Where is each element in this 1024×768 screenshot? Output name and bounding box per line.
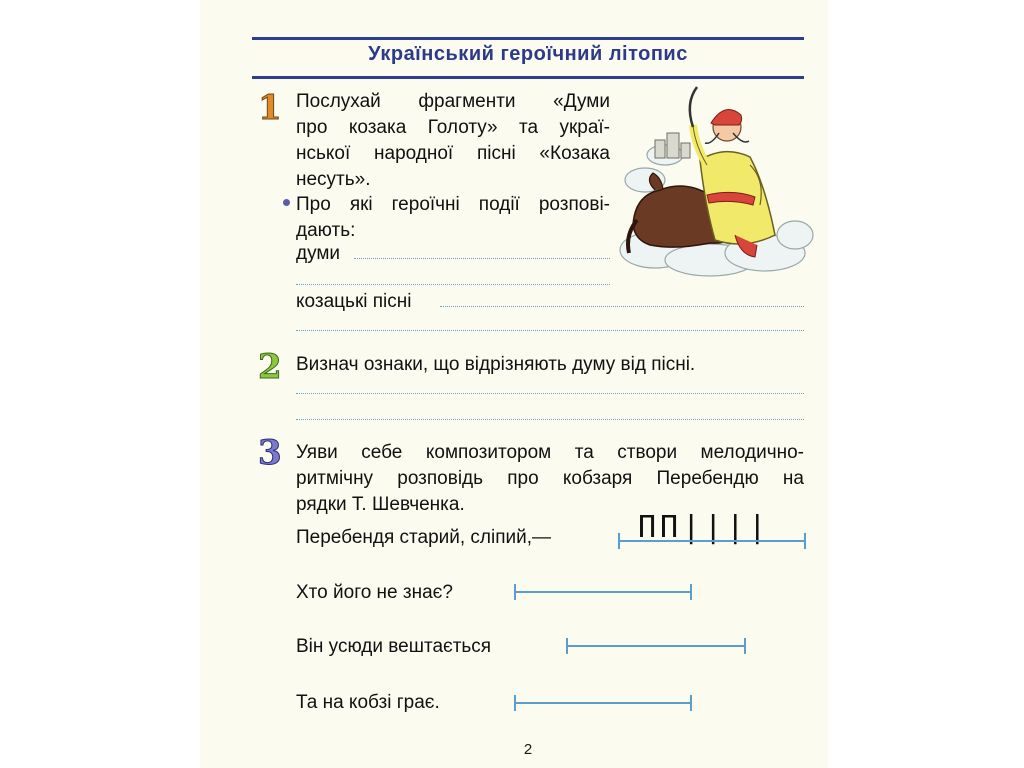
poem-line-2: Хто його не знає? (296, 582, 453, 603)
task-1-question-line-2: дають: (296, 220, 356, 241)
task-number-3: 3 (258, 433, 282, 473)
rhythm-line-1[interactable] (619, 540, 805, 542)
poem-line-1: Перебендя старий, сліпий,— (296, 527, 552, 548)
task-1-line-1: Послухай фрагменти «Думи (296, 91, 610, 112)
rhythm-example: ПП|||| (638, 510, 771, 545)
bullet-icon (283, 199, 290, 206)
rhythm-line-2[interactable] (515, 591, 691, 593)
answer-line-task-2-1[interactable] (296, 393, 804, 394)
task-3-line-2: ритмічну розповідь про кобзаря Перебендю на (296, 468, 804, 489)
answer-line-songs-1[interactable] (440, 306, 804, 307)
answer-line-songs-2[interactable] (296, 330, 804, 331)
task-1-question-line-1: Про які героїчні події розпові- (296, 194, 610, 215)
task-3-line-1: Уяви себе композитором та створи мелодично- (296, 442, 804, 463)
answer-line-dumy-1[interactable] (354, 258, 610, 259)
poem-line-4: Та на кобзі грає. (296, 692, 440, 713)
rhythm-line-3[interactable] (567, 645, 745, 647)
task-1-line-2: про козака Голоту» та украї- (296, 117, 610, 138)
task-2-text: Визнач ознаки, що відрізняють думу від пісні. (296, 354, 696, 375)
cossack-on-horse-illustration (615, 85, 815, 280)
task-3-line-3: рядки Т. Шевченка. (296, 494, 465, 515)
poem-line-3: Він усюди вештається (296, 636, 492, 657)
rhythm-line-4[interactable] (515, 702, 691, 704)
task-1-line-4: несуть». (296, 169, 371, 190)
task-1-line-3: нської народної пісні «Козака (296, 143, 610, 164)
page-number: 2 (523, 741, 533, 758)
label-dumy: думи (296, 243, 341, 264)
page-title: Український героїчний літопис (368, 43, 688, 65)
answer-line-dumy-2[interactable] (296, 284, 610, 285)
answer-line-task-2-2[interactable] (296, 419, 804, 420)
task-number-1: 1 (258, 88, 282, 128)
task-number-2: 2 (258, 347, 282, 387)
label-cossack-songs: козацькі пісні (296, 291, 412, 312)
